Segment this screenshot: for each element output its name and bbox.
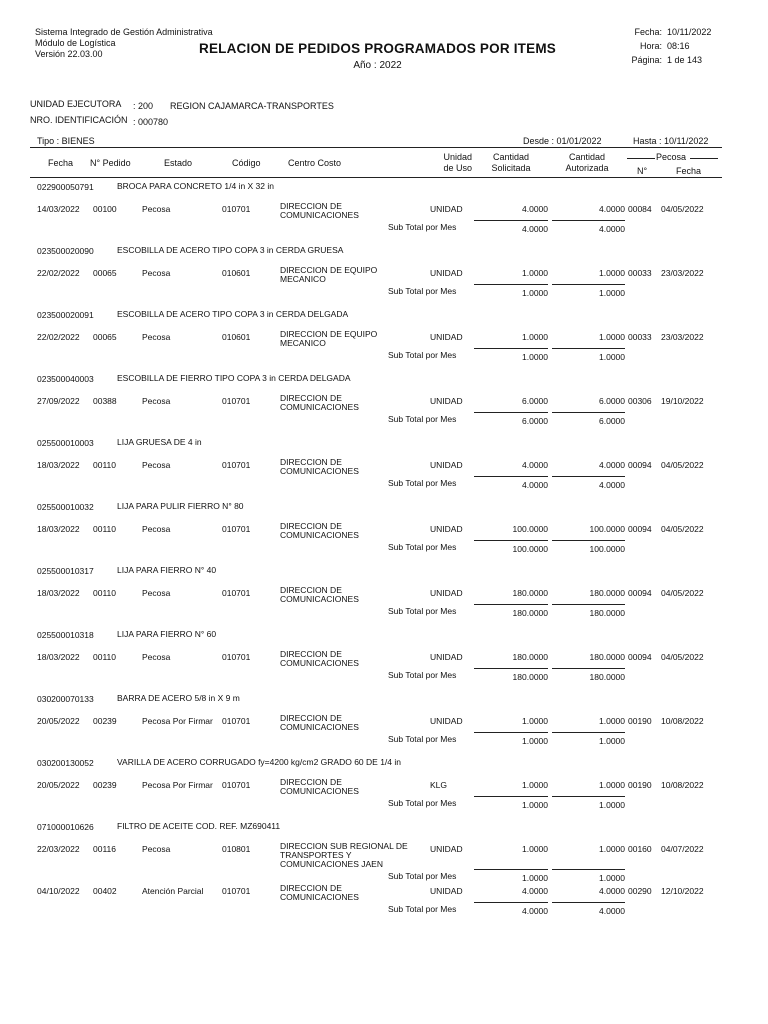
version-label: Versión 22.03.00 <box>35 49 103 59</box>
report-title: RELACION DE PEDIDOS PROGRAMADOS POR ITEMS <box>199 41 556 56</box>
row-cant-autorizada: 1.0000 <box>599 268 625 278</box>
item-description: LIJA PARA PULIR FIERRO N° 80 <box>117 501 244 511</box>
row-pecosa-n: 00290 <box>628 886 652 896</box>
row-fecha: 18/03/2022 <box>37 652 80 662</box>
row-unidad: UNIDAD <box>430 844 463 854</box>
row-codigo: 010701 <box>222 204 251 214</box>
col-fecha: Fecha <box>48 158 74 168</box>
row-fecha: 20/05/2022 <box>37 716 80 726</box>
row-cant-autorizada: 180.0000 <box>589 652 625 662</box>
row-pecosa-n: 00084 <box>628 204 652 214</box>
subtotal-rule-aut <box>552 668 625 669</box>
row-pecosa-fecha: 04/05/2022 <box>661 524 704 534</box>
row-cant-solicitada: 1.0000 <box>522 332 548 342</box>
subtotal-solicitada: 4.0000 <box>522 480 548 490</box>
system-name: Sistema Integrado de Gestión Administrativa <box>35 27 213 37</box>
subtotal-solicitada: 180.0000 <box>512 608 548 618</box>
row-cant-autorizada: 1.0000 <box>599 716 625 726</box>
row-unidad: UNIDAD <box>430 332 463 342</box>
row-pecosa-fecha: 10/08/2022 <box>661 716 704 726</box>
row-pecosa-n: 00094 <box>628 652 652 662</box>
item-code: 030200130052 <box>37 758 94 768</box>
row-pecosa-n: 00160 <box>628 844 652 854</box>
col-cant-aut-2: Autorizada <box>565 163 609 173</box>
row-centro-costo: DIRECCION DE <box>280 713 342 723</box>
row-fecha: 22/02/2022 <box>37 268 80 278</box>
row-cant-solicitada: 1.0000 <box>522 716 548 726</box>
row-pedido: 00388 <box>93 396 117 406</box>
subtotal-rule-sol <box>474 540 548 541</box>
row-centro-costo: COMUNICACIONES <box>280 594 359 604</box>
subtotal-solicitada: 1.0000 <box>522 352 548 362</box>
subtotal-rule-aut <box>552 604 625 605</box>
row-unidad: UNIDAD <box>430 886 463 896</box>
page-value: 1 de 143 <box>667 55 703 65</box>
row-cant-autorizada: 1.0000 <box>599 780 625 790</box>
subtotal-rule-aut <box>552 476 625 477</box>
row-estado: Pecosa Por Firmar <box>142 780 213 790</box>
row-pecosa-n: 00094 <box>628 524 652 534</box>
report-year: Año : 2022 <box>353 60 402 71</box>
row-pedido: 00110 <box>93 460 117 470</box>
row-centro-costo: COMUNICACIONES <box>280 786 359 796</box>
subtotal-rule-sol <box>474 604 548 605</box>
subtotal-label: Sub Total por Mes <box>388 478 457 488</box>
item-description: ESCOBILLA DE ACERO TIPO COPA 3 in CERDA DELGADA <box>117 309 349 319</box>
row-unidad: UNIDAD <box>430 268 463 278</box>
identification-label: NRO. IDENTIFICACIÓN <box>30 115 128 125</box>
row-fecha: 20/05/2022 <box>37 780 80 790</box>
subtotal-autorizada: 1.0000 <box>599 800 625 810</box>
row-cant-solicitada: 4.0000 <box>522 460 548 470</box>
row-fecha: 27/09/2022 <box>37 396 80 406</box>
row-pedido: 00110 <box>93 524 117 534</box>
row-estado: Atención Parcial <box>142 886 204 896</box>
col-cant-aut-1: Cantidad <box>568 152 606 162</box>
row-pecosa-fecha: 10/08/2022 <box>661 780 704 790</box>
item-code: 023500040003 <box>37 374 94 384</box>
row-unidad: UNIDAD <box>430 396 463 406</box>
item-code: 025500010003 <box>37 438 94 448</box>
executing-unit-code: : 200 <box>133 101 154 111</box>
row-pecosa-fecha: 04/05/2022 <box>661 652 704 662</box>
row-centro-costo: DIRECCION SUB REGIONAL DE <box>280 841 408 851</box>
row-unidad: UNIDAD <box>430 716 463 726</box>
item-code: 071000010626 <box>37 822 94 832</box>
row-fecha: 22/03/2022 <box>37 844 80 854</box>
row-cant-autorizada: 4.0000 <box>599 204 625 214</box>
subtotal-solicitada: 4.0000 <box>522 906 548 916</box>
subtotal-rule-aut <box>552 902 625 903</box>
row-pecosa-n: 00190 <box>628 716 652 726</box>
row-centro-costo: COMUNICACIONES <box>280 892 359 902</box>
subtotal-rule-aut <box>552 412 625 413</box>
row-centro-costo: DIRECCION DE <box>280 585 342 595</box>
row-cant-solicitada: 6.0000 <box>522 396 548 406</box>
subtotal-autorizada: 1.0000 <box>599 352 625 362</box>
subtotal-solicitada: 4.0000 <box>522 224 548 234</box>
row-centro-costo: DIRECCION DE <box>280 883 342 893</box>
row-pedido: 00110 <box>93 588 117 598</box>
row-fecha: 18/03/2022 <box>37 524 80 534</box>
subtotal-label: Sub Total por Mes <box>388 542 457 552</box>
item-description: LIJA PARA FIERRO N° 40 <box>117 565 217 575</box>
date-from: Desde : 01/01/2022 <box>523 136 602 146</box>
row-centro-costo: MECANICO <box>280 338 326 348</box>
row-cant-solicitada: 180.0000 <box>512 588 548 598</box>
row-pecosa-fecha: 04/05/2022 <box>661 204 704 214</box>
row-cant-solicitada: 1.0000 <box>522 780 548 790</box>
row-pecosa-fecha: 23/03/2022 <box>661 268 704 278</box>
row-centro-costo: COMUNICACIONES JAEN <box>280 859 383 869</box>
row-cant-autorizada: 6.0000 <box>599 396 625 406</box>
row-estado: Pecosa <box>142 844 171 854</box>
row-centro-costo: DIRECCION DE EQUIPO <box>280 329 378 339</box>
row-centro-costo: DIRECCION DE <box>280 777 342 787</box>
row-estado: Pecosa <box>142 460 171 470</box>
subtotal-autorizada: 1.0000 <box>599 288 625 298</box>
row-pecosa-fecha: 19/10/2022 <box>661 396 704 406</box>
row-codigo: 010701 <box>222 780 251 790</box>
subtotal-solicitada: 1.0000 <box>522 873 548 883</box>
item-code: 030200070133 <box>37 694 94 704</box>
subtotal-rule-sol <box>474 796 548 797</box>
row-codigo: 010601 <box>222 332 251 342</box>
item-code: 023500020091 <box>37 310 94 320</box>
item-code: 022900050791 <box>37 182 94 192</box>
row-centro-costo: DIRECCION DE <box>280 393 342 403</box>
item-code: 025500010317 <box>37 566 94 576</box>
row-centro-costo: DIRECCION DE <box>280 649 342 659</box>
date-value: 10/11/2022 <box>667 27 712 37</box>
type-label: Tipo : BIENES <box>37 136 95 146</box>
row-estado: Pecosa <box>142 524 171 534</box>
date-label: Fecha: <box>634 27 662 37</box>
row-pecosa-n: 00033 <box>628 332 652 342</box>
subtotal-label: Sub Total por Mes <box>388 904 457 914</box>
subtotal-autorizada: 6.0000 <box>599 416 625 426</box>
row-cant-autorizada: 4.0000 <box>599 886 625 896</box>
subtotal-rule-sol <box>474 348 548 349</box>
row-fecha: 22/02/2022 <box>37 332 80 342</box>
row-pedido: 00116 <box>93 844 117 854</box>
identification-value: : 000780 <box>133 117 169 127</box>
item-description: VARILLA DE ACERO CORRUGADO fy=4200 kg/cm2 GRADO 60 DE 1/4 in <box>117 757 401 767</box>
col-centro: Centro Costo <box>288 158 342 168</box>
row-pedido: 00239 <box>93 780 117 790</box>
date-to: Hasta : 10/11/2022 <box>633 136 709 146</box>
subtotal-rule-sol <box>474 284 548 285</box>
row-unidad: UNIDAD <box>430 460 463 470</box>
subtotal-autorizada: 4.0000 <box>599 906 625 916</box>
time-label: Hora: <box>639 41 662 51</box>
item-code: 023500020090 <box>37 246 94 256</box>
row-pecosa-n: 00094 <box>628 588 652 598</box>
row-unidad: UNIDAD <box>430 652 463 662</box>
subtotal-rule-sol <box>474 732 548 733</box>
col-pecosa: Pecosa <box>656 152 687 162</box>
row-pedido: 00065 <box>93 268 117 278</box>
subtotal-solicitada: 100.0000 <box>512 544 548 554</box>
row-centro-costo: COMUNICACIONES <box>280 722 359 732</box>
row-codigo: 010701 <box>222 652 251 662</box>
subtotal-label: Sub Total por Mes <box>388 798 457 808</box>
row-pecosa-fecha: 04/05/2022 <box>661 460 704 470</box>
row-estado: Pecosa <box>142 396 171 406</box>
row-unidad: KLG <box>430 780 448 790</box>
subtotal-rule-aut <box>552 796 625 797</box>
executing-unit-name: REGION CAJAMARCA-TRANSPORTES <box>170 101 334 111</box>
row-codigo: 010701 <box>222 886 251 896</box>
row-pedido: 00100 <box>93 204 117 214</box>
subtotal-rule-sol <box>474 869 548 870</box>
row-centro-costo: TRANSPORTES Y <box>280 850 352 860</box>
subtotal-solicitada: 1.0000 <box>522 288 548 298</box>
item-code: 025500010318 <box>37 630 94 640</box>
row-pecosa-n: 00190 <box>628 780 652 790</box>
subtotal-rule-sol <box>474 668 548 669</box>
subtotal-solicitada: 6.0000 <box>522 416 548 426</box>
row-cant-solicitada: 4.0000 <box>522 886 548 896</box>
row-estado: Pecosa Por Firmar <box>142 716 213 726</box>
row-pecosa-n: 00306 <box>628 396 652 406</box>
row-pecosa-fecha: 23/03/2022 <box>661 332 704 342</box>
subtotal-label: Sub Total por Mes <box>388 222 457 232</box>
row-estado: Pecosa <box>142 588 171 598</box>
row-centro-costo: COMUNICACIONES <box>280 402 359 412</box>
row-cant-solicitada: 1.0000 <box>522 268 548 278</box>
row-centro-costo: COMUNICACIONES <box>280 210 359 220</box>
col-unidad-1: Unidad <box>443 152 472 162</box>
row-centro-costo: COMUNICACIONES <box>280 530 359 540</box>
item-description: ESCOBILLA DE ACERO TIPO COPA 3 in CERDA GRUESA <box>117 245 344 255</box>
row-fecha: 18/03/2022 <box>37 460 80 470</box>
row-codigo: 010701 <box>222 460 251 470</box>
row-fecha: 04/10/2022 <box>37 886 80 896</box>
row-pecosa-fecha: 04/07/2022 <box>661 844 704 854</box>
col-codigo: Código <box>232 158 261 168</box>
row-pecosa-n: 00094 <box>628 460 652 470</box>
row-codigo: 010801 <box>222 844 251 854</box>
row-cant-autorizada: 100.0000 <box>589 524 625 534</box>
row-cant-autorizada: 1.0000 <box>599 844 625 854</box>
subtotal-rule-sol <box>474 220 548 221</box>
col-pecosa-fecha: Fecha <box>676 166 702 176</box>
row-estado: Pecosa <box>142 268 171 278</box>
subtotal-label: Sub Total por Mes <box>388 734 457 744</box>
subtotal-rule-sol <box>474 412 548 413</box>
row-codigo: 010701 <box>222 524 251 534</box>
subtotal-label: Sub Total por Mes <box>388 414 457 424</box>
row-cant-autorizada: 4.0000 <box>599 460 625 470</box>
row-cant-autorizada: 1.0000 <box>599 332 625 342</box>
row-pedido: 00402 <box>93 886 117 896</box>
subtotal-rule-aut <box>552 220 625 221</box>
subtotal-label: Sub Total por Mes <box>388 350 457 360</box>
row-centro-costo: COMUNICACIONES <box>280 658 359 668</box>
row-fecha: 14/03/2022 <box>37 204 80 214</box>
item-description: ESCOBILLA DE FIERRO TIPO COPA 3 in CERDA DELGADA <box>117 373 351 383</box>
row-cant-solicitada: 100.0000 <box>512 524 548 534</box>
row-centro-costo: DIRECCION DE <box>280 201 342 211</box>
row-codigo: 010701 <box>222 588 251 598</box>
subtotal-rule-aut <box>552 732 625 733</box>
row-estado: Pecosa <box>142 332 171 342</box>
row-pedido: 00065 <box>93 332 117 342</box>
executing-unit-label: UNIDAD EJECUTORA <box>30 99 122 109</box>
item-description: LIJA GRUESA DE 4 in <box>117 437 202 447</box>
subtotal-solicitada: 1.0000 <box>522 736 548 746</box>
row-centro-costo: MECANICO <box>280 274 326 284</box>
col-unidad-2: de Uso <box>443 163 472 173</box>
subtotal-rule-sol <box>474 902 548 903</box>
item-description: LIJA PARA FIERRO N° 60 <box>117 629 217 639</box>
subtotal-solicitada: 180.0000 <box>512 672 548 682</box>
row-estado: Pecosa <box>142 204 171 214</box>
subtotal-solicitada: 1.0000 <box>522 800 548 810</box>
row-centro-costo: DIRECCION DE EQUIPO <box>280 265 378 275</box>
col-cant-sol-1: Cantidad <box>492 152 530 162</box>
col-pedido: N° Pedido <box>90 158 131 168</box>
row-codigo: 010601 <box>222 268 251 278</box>
row-centro-costo: DIRECCION DE <box>280 457 342 467</box>
subtotal-label: Sub Total por Mes <box>388 286 457 296</box>
row-unidad: UNIDAD <box>430 588 463 598</box>
item-description: FILTRO DE ACEITE COD. REF. MZ690411 <box>117 821 281 831</box>
row-centro-costo: COMUNICACIONES <box>280 466 359 476</box>
subtotal-rule-aut <box>552 540 625 541</box>
subtotal-label: Sub Total por Mes <box>388 871 457 881</box>
subtotal-autorizada: 4.0000 <box>599 480 625 490</box>
subtotal-autorizada: 180.0000 <box>589 608 625 618</box>
time-value: 08:16 <box>667 41 690 51</box>
row-unidad: UNIDAD <box>430 204 463 214</box>
subtotal-rule-aut <box>552 284 625 285</box>
subtotal-autorizada: 1.0000 <box>599 736 625 746</box>
row-cant-solicitada: 4.0000 <box>522 204 548 214</box>
row-estado: Pecosa <box>142 652 171 662</box>
subtotal-autorizada: 100.0000 <box>589 544 625 554</box>
module-name: Módulo de Logística <box>35 38 116 48</box>
subtotal-rule-sol <box>474 476 548 477</box>
subtotal-rule-aut <box>552 348 625 349</box>
item-description: BROCA PARA CONCRETO 1/4 in X 32 in <box>117 181 274 191</box>
subtotal-autorizada: 4.0000 <box>599 224 625 234</box>
row-centro-costo: DIRECCION DE <box>280 521 342 531</box>
row-pecosa-fecha: 12/10/2022 <box>661 886 704 896</box>
item-description: BARRA DE ACERO 5/8 in X 9 m <box>117 693 240 703</box>
subtotal-label: Sub Total por Mes <box>388 670 457 680</box>
row-pecosa-n: 00033 <box>628 268 652 278</box>
row-cant-autorizada: 180.0000 <box>589 588 625 598</box>
row-unidad: UNIDAD <box>430 524 463 534</box>
row-pedido: 00110 <box>93 652 117 662</box>
page-label: Página: <box>631 55 662 65</box>
subtotal-rule-aut <box>552 869 625 870</box>
row-pecosa-fecha: 04/05/2022 <box>661 588 704 598</box>
row-fecha: 18/03/2022 <box>37 588 80 598</box>
row-codigo: 010701 <box>222 396 251 406</box>
col-estado: Estado <box>164 158 193 168</box>
item-code: 025500010032 <box>37 502 94 512</box>
row-pedido: 00239 <box>93 716 117 726</box>
row-cant-solicitada: 1.0000 <box>522 844 548 854</box>
subtotal-autorizada: 180.0000 <box>589 672 625 682</box>
col-cant-sol-2: Solicitada <box>491 163 531 173</box>
subtotal-label: Sub Total por Mes <box>388 606 457 616</box>
subtotal-autorizada: 1.0000 <box>599 873 625 883</box>
col-pecosa-n: N° <box>637 166 648 176</box>
row-cant-solicitada: 180.0000 <box>512 652 548 662</box>
row-codigo: 010701 <box>222 716 251 726</box>
